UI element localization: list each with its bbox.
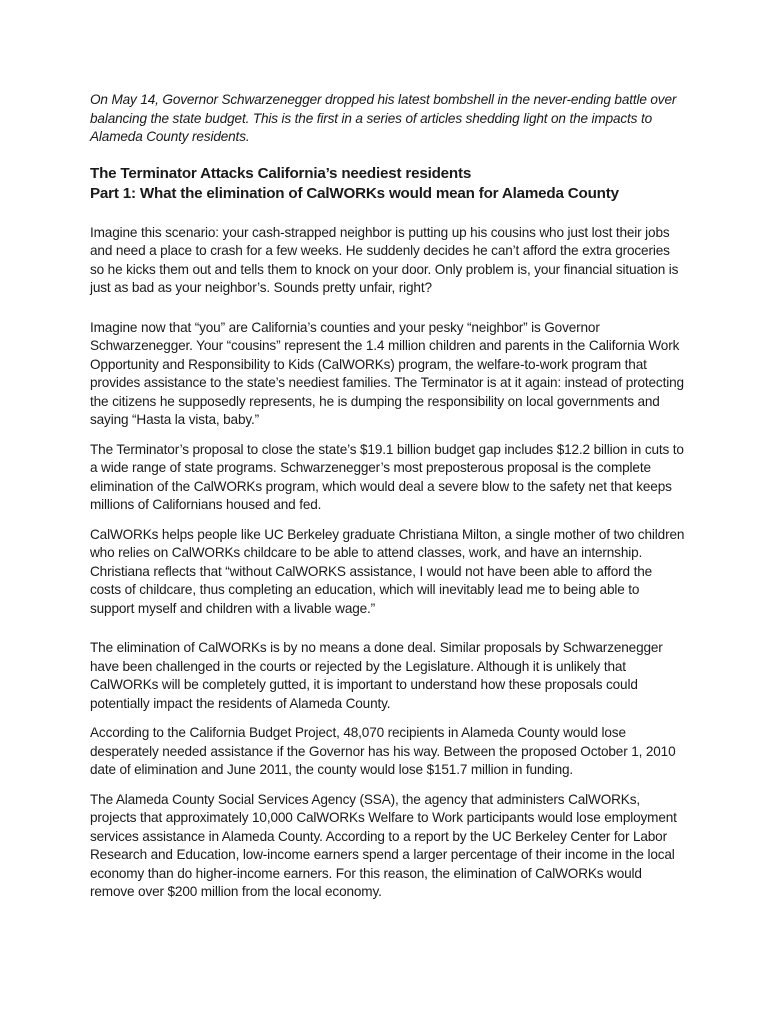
paragraph: CalWORKs helps people like UC Berkeley graduate Christiana Milton, a single mother of two children who relies on CalWORKs childcare to be able to attend classes, work, and have an internship. Christiana reflects that “without CalWORKS assistance, I would not have been able to afford the costs of childcare, thus completing an education, which will inevitably lead me to being able to support myself and children with a livable wage.” bbox=[90, 526, 685, 616]
article-subheadline: Part 1: What the elimination of CalWORKs would mean for Alameda County bbox=[90, 185, 619, 202]
article-body bbox=[90, 91, 686, 920]
paragraph: Imagine this scenario: your cash-strapped neighbor is putting up his cousins who just lost their jobs and need a place to crash for a few weeks. He suddenly decides he can’t afford the extra groceries so he kicks them out and tells them to knock on your door. Only problem is, your financial situation is just as bad as your neighbor’s. Sounds pretty unfair, right? bbox=[90, 224, 679, 295]
paragraph: The elimination of CalWORKs is by no means a done deal. Similar proposals by Schwarzenegger have been challenged in the courts or rejected by the Legislature. Although it is unlikely that CalWORKs will be completely gutted, it is important to understand how these proposals could potentially impact the residents of Alameda County. bbox=[90, 640, 663, 711]
intro-text: On May 14, Governor Schwarzenegger dropped his latest bombshell in the never-ending battle over balancing the state budget. This is the first in a series of articles shedding light on the impacts to Alameda County residents. bbox=[90, 92, 677, 144]
paragraph: The Terminator’s proposal to close the state’s $19.1 billion budget gap includes $12.2 billion in cuts to a wide range of state programs. Schwarzenegger’s most preposterous proposal is the complete elimination of the CalWORKs program, which would deal a severe blow to the safety net that keeps millions of Californians housed and fed. bbox=[90, 441, 684, 512]
paragraph: Imagine now that “you” are California’s counties and your pesky “neighbor” is Governor Schwarzenegger. Your “cousins” represent the 1.4 million children and parents in the California Work Opportunity and Responsibility to Kids (CalWORKs) program, the welfare-to-work program that provides assistance to the state’s neediest families. The Terminator is at it again: instead of protecting the citizens he supposedly represents, he is dumping the responsibility on local governments and saying “Hasta la vista, baby.” bbox=[90, 319, 684, 427]
paragraph: According to the California Budget Project, 48,070 recipients in Alameda County would lose desperately needed assistance if the Governor has his way. Between the proposed October 1, 2010 date of elimination and June 2011, the county would lose $151.7 million in funding. bbox=[90, 725, 676, 777]
paragraph: The Alameda County Social Services Agency (SSA), the agency that administers CalWORKs, projects that approximately 10,000 CalWORKs Welfare to Work participants would lose employment services assistance in Alameda County. According to a report by the UC Berkeley Center for Labor Research and Education, low-income earners spend a larger percentage of their income in the local economy than do higher-income earners. For this reason, the elimination of CalWORKs would remove over $200 million from the local economy. bbox=[90, 791, 677, 899]
article-headline: The Terminator Attacks California’s neediest residents bbox=[90, 164, 472, 182]
